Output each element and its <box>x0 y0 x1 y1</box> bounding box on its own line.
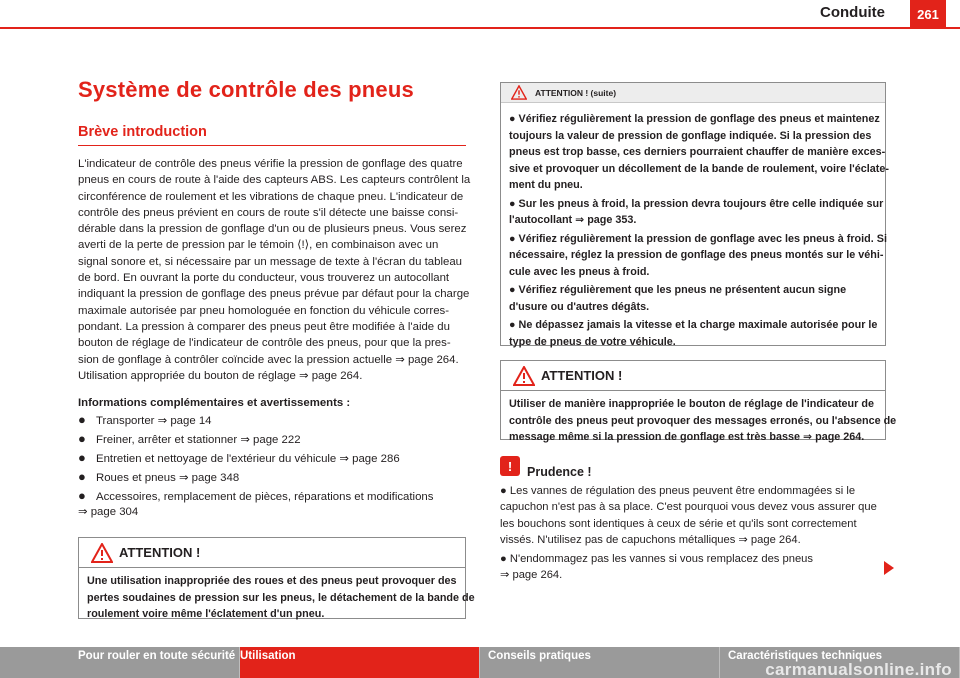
tab-practical-tips[interactable]: Conseils pratiques <box>480 647 720 678</box>
caution-line: N'endommagez pas les vannes si vous remplacez des pneus <box>509 553 813 566</box>
list-item-link[interactable]: Freiner, arrêter et stationner ⇒ page 222 <box>96 434 301 446</box>
bullet-icon: ● <box>78 488 86 503</box>
attention-body <box>79 568 475 628</box>
suite-line: Vérifiez régulièrement la pression de gonflage des pneus et maintenez <box>518 113 880 125</box>
watermark: carmanualsonline.info <box>765 660 952 678</box>
list-item-link[interactable]: Roues et pneus ⇒ page 348 <box>96 472 240 484</box>
suite-line-link[interactable]: l'autocollant ⇒ page 353. <box>509 214 637 226</box>
intro-line: averti de la perte de pression par le témoin ⟨!⟩, en combinaison avec un <box>78 239 439 252</box>
suite-line: Sur les pneus à froid, la pression devra toujours être celle indiquée sur <box>518 197 884 210</box>
list-item-link[interactable]: Transporter ⇒ page 14 <box>96 415 212 427</box>
list-item <box>509 282 877 315</box>
intro-line: dérable dans la pression de gonflage d'un ou de plusieurs pneus. Vous serez <box>78 223 467 236</box>
caution-line: Les vannes de régulation des pneus peuvent être endommagées si le <box>509 485 856 497</box>
attention-header <box>79 538 465 568</box>
subheading-rule <box>78 145 466 146</box>
attention-line: contrôle des pneus peut provoquer des messages erronés, ou l'absence de <box>509 414 897 427</box>
info-heading: Informations complémentaires et avertissements : <box>78 397 351 409</box>
page-number: 261 <box>910 0 946 28</box>
intro-line: contrôle des pneus prévient en cours de route s'il détecte une baisse consi- <box>78 206 459 219</box>
list-item-continuation[interactable]: ⇒ page 304 <box>78 506 139 518</box>
suite-line: Ne dépassez jamais la vitesse et la charge maximale autorisée pour le <box>518 319 878 331</box>
caution-line-link[interactable]: vissés. N'utilisez pas de capuchons métalliques ⇒ page 264. <box>500 533 801 546</box>
section-title: Conduite <box>820 4 885 21</box>
attention-header <box>501 361 885 391</box>
list-item <box>509 317 877 350</box>
caution-title: Prudence ! <box>527 465 592 479</box>
list-item <box>78 488 433 505</box>
attention-box-2 <box>500 360 897 443</box>
intro-line: maximale autorisée par pneu homologuée en fonction du véhicule corres- <box>78 304 450 317</box>
suite-line: pneus est trop basse, ces derniers pourraient chauffer de manière exces- <box>509 146 886 158</box>
header-rule <box>0 27 960 29</box>
suite-line: nécessaire, réglez la pression de gonflage des pneus montés sur le véhi- <box>509 249 884 261</box>
bullet-icon: ● <box>509 284 519 296</box>
intro-line: indiquant la pression de gonflage des pneus prévue par défaut pour la charge <box>78 288 470 301</box>
list-item <box>509 111 889 194</box>
list-item-link[interactable]: Accessoires, remplacement de pièces, réparations et modifications <box>96 491 434 503</box>
attention-suite-body <box>501 103 889 357</box>
attention-line: Utiliser de manière inappropriée le bouton de réglage de l'indicateur de <box>509 398 874 410</box>
bullet-icon: ● <box>509 197 519 210</box>
intro-line: pneus en cours de route à l'aide des capteurs ABS. Les capteurs contrôlent la <box>78 174 471 187</box>
attention-suite-title: ATTENTION ! (suite) <box>535 87 617 98</box>
bullet-icon: ● <box>500 553 510 566</box>
intro-line: L'indicateur de contrôle des pneus vérifie la pression de gonflage des quatre <box>78 158 463 170</box>
suite-line: toujours la valeur de pression de gonflage indiquée. Si la pression des <box>509 129 872 142</box>
warning-icon <box>91 543 113 563</box>
bullet-icon: ● <box>78 431 86 446</box>
caution-line: capuchon n'est pas à sa place. C'est pourquoi vous devez vous assurer que <box>500 501 877 514</box>
list-item <box>509 196 884 229</box>
list-item <box>78 431 301 448</box>
bullet-icon: ● <box>509 113 519 125</box>
attention-line-link[interactable]: message même si la pression de gonflage est très basse ⇒ page 264. <box>509 431 865 443</box>
suite-line: Vérifiez régulièrement la pression de gonflage avec les pneus à froid. Si <box>518 232 887 245</box>
attention-box <box>78 537 475 620</box>
attention-title: ATTENTION ! <box>541 368 623 383</box>
caution-line-link[interactable]: ⇒ page 264. <box>500 569 563 582</box>
bullet-icon: ● <box>509 319 519 331</box>
bullet-icon: ● <box>509 232 519 245</box>
warning-icon <box>513 366 535 386</box>
attention-line: roulement voire même l'éclatement d'un pneu. <box>87 608 325 620</box>
suite-line: Vérifiez régulièrement que les pneus ne présentent aucun signe <box>518 284 847 296</box>
list-item <box>509 231 887 281</box>
tab-technical-data[interactable]: Caractéristiques techniques <box>720 647 960 678</box>
intro-line: signal sonore et, si nécessaire par un message de texte à l'écran du tableau <box>78 255 462 268</box>
intro-line: bouton de réglage de l'indicateur de contrôle des pneus, pour que la pres- <box>78 337 451 350</box>
bullet-icon: ● <box>500 485 510 497</box>
attention-suite-header <box>501 83 885 103</box>
tab-label: Utilisation <box>240 650 296 662</box>
attention-suite-box <box>500 82 889 348</box>
next-page-arrow-icon[interactable] <box>884 561 894 575</box>
bullet-icon: ● <box>78 450 86 465</box>
caution-icon: ! <box>500 456 520 476</box>
usage-note: Utilisation appropriée du bouton de réglage ⇒ page 264. <box>78 370 363 382</box>
page-heading: Système de contrôle des pneus <box>78 77 414 102</box>
list-item <box>78 469 239 486</box>
intro-line: circonférence de roulement et les vibrations de chaque pneu. L'indicateur de <box>78 190 464 203</box>
intro-line: sion de gonflage à contrôler coïncide avec la pression actuelle ⇒ page 264. <box>78 353 459 366</box>
intro-paragraph <box>78 156 471 368</box>
list-item <box>78 450 400 467</box>
attention-line: pertes soudaines de pression sur les pneus, le détachement de la bande de <box>87 591 475 604</box>
suite-line: ment du pneu. <box>509 179 583 191</box>
suite-line: cule avec les pneus à froid. <box>509 265 650 278</box>
section-subheading: Brève introduction <box>78 124 207 140</box>
list-item-link[interactable]: Entretien et nettoyage de l'extérieur du véhicule ⇒ page 286 <box>96 453 400 465</box>
warning-icon <box>511 85 527 100</box>
suite-line: d'usure ou d'autres dégâts. <box>509 300 650 313</box>
bullet-icon: ● <box>78 469 86 484</box>
caution-line: les bouchons sont identiques à ceux de série et qu'ils sont correctement <box>500 517 857 530</box>
suite-line: type de pneus de votre véhicule. <box>509 335 676 348</box>
intro-line: de bord. En ouvrant la porte du conducteur, vous trouverez un autocollant <box>78 272 450 285</box>
list-item <box>78 412 212 429</box>
attention-body <box>501 391 897 451</box>
tab-safety[interactable]: Pour rouler en toute sécurité <box>0 647 240 678</box>
bullet-icon: ● <box>78 412 86 427</box>
intro-line: pondant. La pression à comparer des pneus peut être modifiée à l'aide du <box>78 320 450 333</box>
attention-line: Une utilisation inappropriée des roues et des pneus peut provoquer des <box>87 575 457 587</box>
caution-body <box>500 483 888 584</box>
tab-utilisation[interactable] <box>240 647 480 678</box>
suite-line: sive et provoquer un décollement de la bande de roulement, voire l'éclate- <box>509 162 889 175</box>
attention-title: ATTENTION ! <box>119 545 201 560</box>
